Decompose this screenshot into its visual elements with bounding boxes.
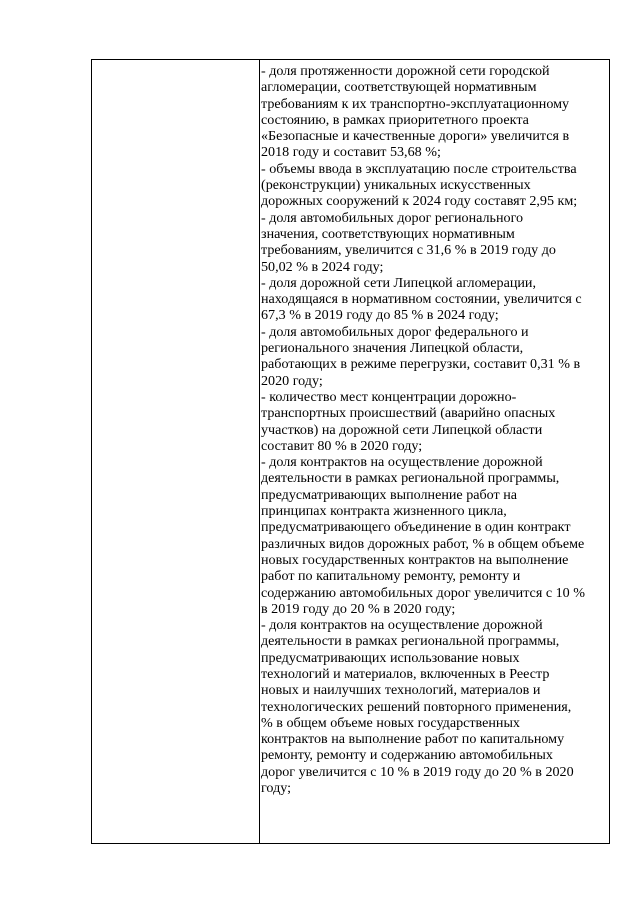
text-line: технологий и материалов, включенных в Реестр bbox=[261, 665, 550, 682]
text-line: - доля дорожной сети Липецкой агломерации, bbox=[261, 274, 536, 291]
text-line: 2018 году и составит 53,68 %; bbox=[261, 144, 441, 161]
text-line: % в общем объеме новых государственных bbox=[261, 714, 520, 731]
text-line: - доля автомобильных дорог регионального bbox=[261, 209, 524, 226]
text-line: деятельности в рамках региональной программы, bbox=[261, 470, 560, 487]
text-line: деятельности в рамках региональной программы, bbox=[261, 633, 560, 650]
text-line: новых и наилучших технологий, материалов и bbox=[261, 682, 541, 699]
text-line: работающих в режиме перегрузки, составит 0,31 % в bbox=[261, 356, 581, 373]
text-line: принципах контракта жизненного цикла, bbox=[261, 503, 507, 520]
text-line: работ по капитальному ремонту, ремонту и bbox=[261, 568, 521, 585]
document-table bbox=[91, 59, 610, 844]
text-line: новых государственных контрактов на выполнение bbox=[261, 551, 569, 568]
text-line: состоянию, в рамках приоритетного проекта bbox=[261, 111, 529, 128]
text-line: - доля контрактов на осуществление дорожной bbox=[261, 454, 543, 471]
table-row bbox=[92, 60, 610, 844]
text-line: регионального значения Липецкой области, bbox=[261, 340, 524, 357]
text-line: контрактов на выполнение работ по капитальному bbox=[261, 731, 565, 748]
text-line: - доля автомобильных дорог федерального и bbox=[261, 323, 529, 340]
text-line: различных видов дорожных работ, % в общем объеме bbox=[261, 535, 585, 552]
text-line: - количество мест концентрации дорожно- bbox=[261, 388, 517, 405]
text-line: находящаяся в нормативном состоянии, увеличится с bbox=[261, 291, 582, 308]
text-line: ремонту, ремонту и содержанию автомобильных bbox=[261, 747, 553, 764]
text-line: дорог увеличится с 10 % в 2019 году до 20 % в 2020 bbox=[261, 763, 574, 780]
indicators-text bbox=[260, 60, 609, 796]
text-line: дорожных сооружений к 2024 году составят 2,95 км; bbox=[261, 193, 578, 210]
text-line: - доля контрактов на осуществление дорожной bbox=[261, 617, 543, 634]
text-line: содержанию автомобильных дорог увеличится с 10 % bbox=[261, 584, 585, 601]
text-line: значения, соответствующих нормативным bbox=[261, 225, 515, 242]
text-line: - доля протяженности дорожной сети городской bbox=[261, 63, 550, 79]
text-line: предусматривающих выполнение работ на bbox=[261, 486, 518, 503]
text-line: предусматривающих использование новых bbox=[261, 649, 520, 666]
text-line: 2020 году; bbox=[261, 372, 323, 389]
text-line: технологических решений повторного применения, bbox=[261, 698, 572, 715]
text-line: 67,3 % в 2019 году до 85 % в 2024 году; bbox=[261, 307, 499, 324]
text-line: в 2019 году до 20 % в 2020 году; bbox=[261, 600, 456, 617]
text-line: требованиям к их транспортно-эксплуатационному bbox=[261, 95, 570, 112]
text-line: предусматривающего объединение в один контракт bbox=[261, 519, 571, 536]
text-line: - объемы ввода в эксплуатацию после строительства bbox=[261, 160, 577, 177]
text-line: транспортных происшествий (аварийно опасных bbox=[261, 405, 556, 422]
text-line: участков) на дорожной сети Липецкой области bbox=[261, 421, 543, 438]
left-empty-cell bbox=[92, 60, 260, 844]
text-line: агломерации, соответствующей нормативным bbox=[261, 79, 537, 96]
text-line: составит 80 % в 2020 году; bbox=[261, 437, 423, 454]
right-text-cell bbox=[260, 60, 610, 844]
text-line: (реконструкции) уникальных искусственных bbox=[261, 177, 531, 194]
text-line: году; bbox=[261, 780, 292, 797]
text-line: 50,02 % в 2024 году; bbox=[261, 258, 384, 275]
text-line: «Безопасные и качественные дороги» увеличится в bbox=[261, 128, 570, 145]
text-line: требованиям, увеличится с 31,6 % в 2019 году до bbox=[261, 242, 556, 259]
